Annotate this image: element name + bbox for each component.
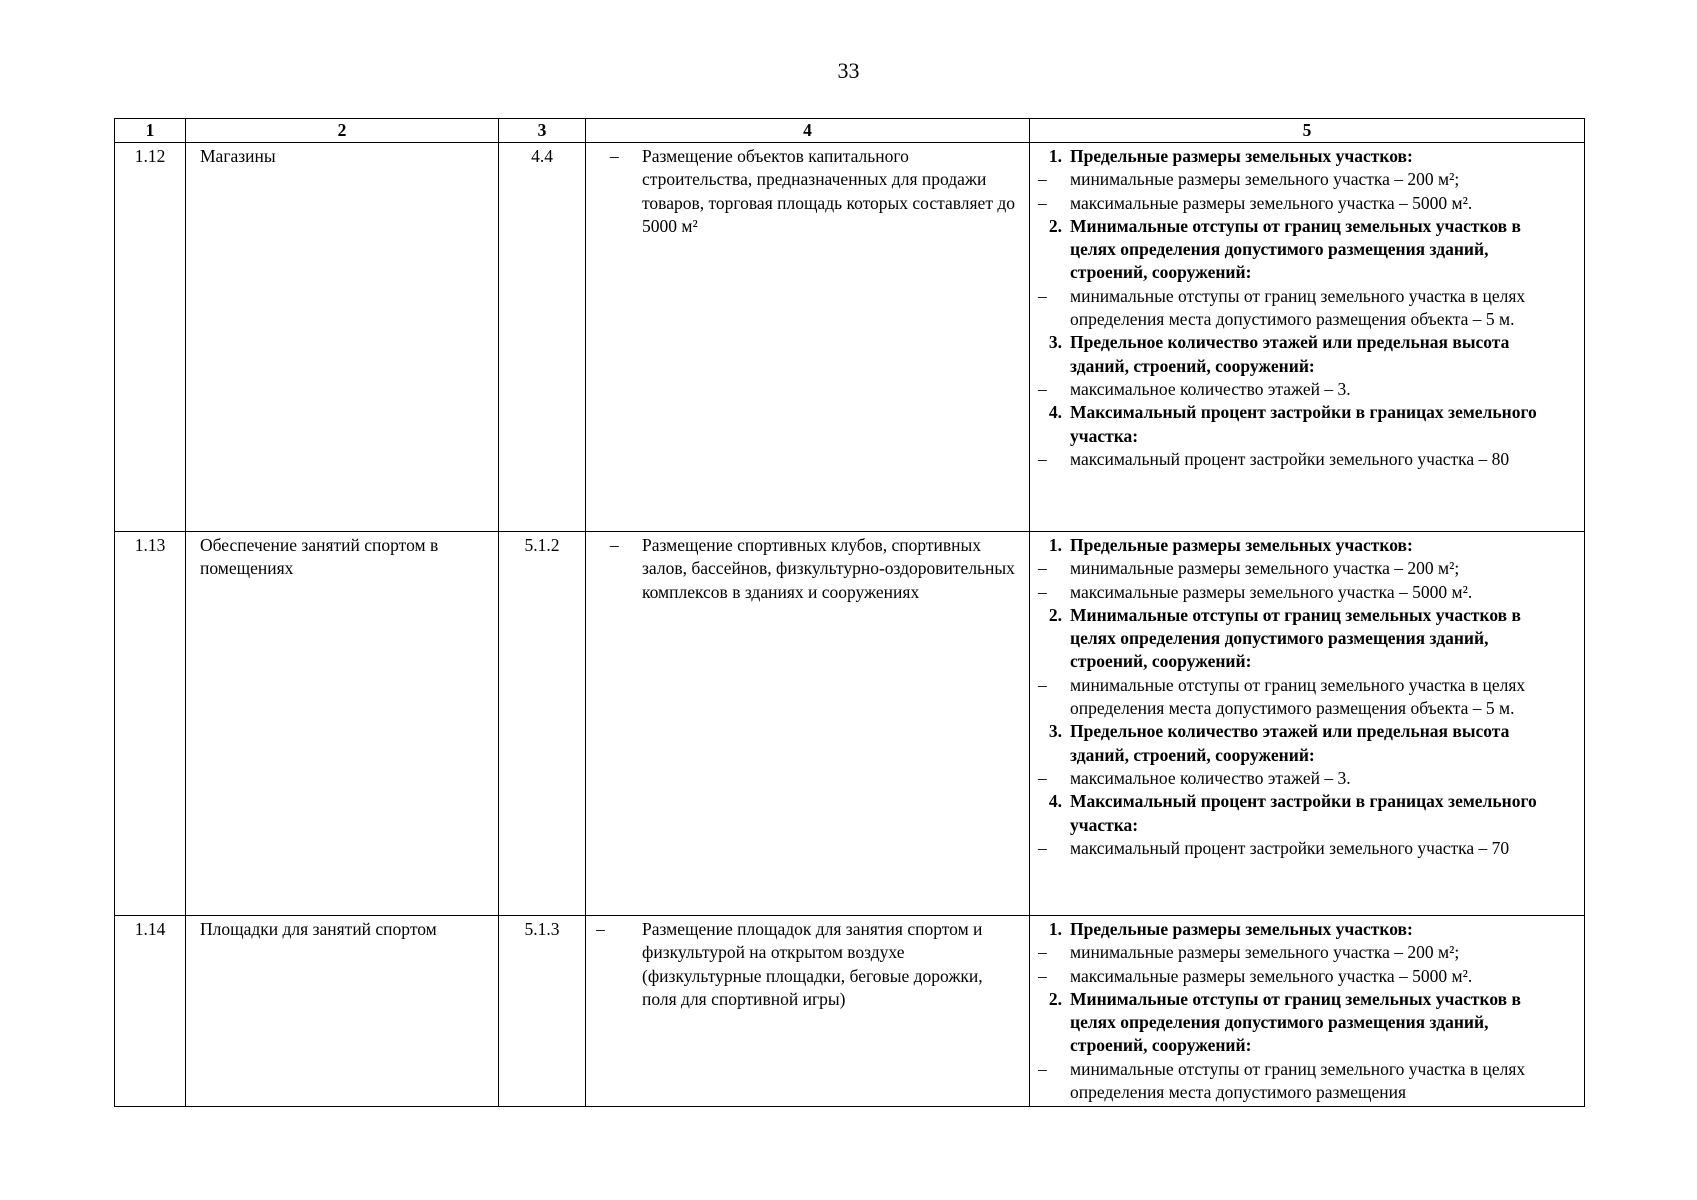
list-item: – максимальные размеры земельного участка – 5000 м². — [1038, 192, 1473, 213]
parameters-cell — [1030, 143, 1585, 532]
list-item: – максимальное количество этажей – 3. — [1038, 767, 1351, 788]
header-col-3: 3 — [499, 119, 586, 143]
section-title: Минимальные отступы от границ земельных участков в целях определения допустимого размещения зданий, строений, сооружений: — [1070, 215, 1521, 283]
section-heading: 1. Предельные размеры земельных участков: — [1038, 145, 1564, 168]
list-item: – минимальные размеры земельного участка – 200 м²; — [1038, 942, 1460, 963]
section-heading: 1. Предельные размеры земельных участков: — [1038, 534, 1564, 557]
use-name: Магазины — [186, 143, 499, 532]
table-row — [115, 532, 1585, 916]
use-description-cell — [586, 143, 1030, 532]
section-title: Минимальные отступы от границ земельных участков в целях определения допустимого размещения зданий, строений, сооружений: — [1070, 604, 1521, 672]
row-number: 1.12 — [115, 143, 186, 532]
list-item: – максимальное количество этажей – 3. — [1038, 378, 1351, 399]
section-title: Максимальный процент застройки в границах земельного участка: — [1070, 402, 1537, 446]
list-item: – максимальный процент застройки земельного участка – 80 — [1038, 448, 1510, 469]
regulations-table — [114, 118, 1585, 1107]
header-col-5: 5 — [1030, 119, 1585, 143]
use-description: Размещение спортивных клубов, спортивных залов, бассейнов, физкультурно-оздоровительных комплексов в зданиях и сооружениях — [642, 535, 1015, 602]
section-heading: 4. Максимальный процент застройки в границах земельного участка: — [1038, 401, 1564, 448]
use-description: Размещение объектов капитального строительства, предназначенных для продажи товаров, торговая площадь которых составляет до 5000 м² — [642, 146, 1016, 236]
parameters-clip — [1038, 918, 1564, 1106]
use-code: 5.1.3 — [499, 916, 586, 1107]
list-item: – максимальные размеры земельного участка – 5000 м². — [1038, 581, 1473, 602]
section-heading: 2. Минимальные отступы от границ земельных участков в целях определения допустимого размещения зданий, строений, сооружений: — [1038, 604, 1564, 674]
list-item: – минимальные отступы от границ земельного участка в целях определения места допустимого размещения — [1038, 1058, 1526, 1103]
use-name: Обеспечение занятий спортом в помещениях — [186, 532, 499, 916]
use-name: Площадки для занятий спортом — [186, 916, 499, 1107]
section-title: Предельные размеры земельных участков: — [1070, 919, 1413, 939]
dash-marker: – — [610, 146, 619, 166]
section-heading: 3. Предельное количество этажей или предельная высота зданий, строений, сооружений: — [1038, 331, 1564, 378]
use-description-cell — [586, 916, 1030, 1107]
section-title: Предельные размеры земельных участков: — [1070, 146, 1413, 166]
header-col-2: 2 — [186, 119, 499, 143]
header-col-4: 4 — [586, 119, 1030, 143]
parameters-cell — [1030, 532, 1585, 916]
list-item — [596, 918, 1021, 1011]
section-heading: 3. Предельное количество этажей или предельная высота зданий, строений, сооружений: — [1038, 720, 1564, 767]
section-title: Предельные размеры земельных участков: — [1070, 535, 1413, 555]
table-row — [115, 143, 1585, 532]
page-number: 33 — [837, 58, 860, 83]
use-description: Размещение площадок для занятия спортом и физкультурой на открытом воздухе (физкультурные площадки, беговые дорожки, поля для спортивной игры) — [642, 919, 983, 1009]
list-item — [610, 534, 1021, 604]
section-title: Максимальный процент застройки в границах земельного участка: — [1070, 791, 1537, 835]
section-title: Минимальные отступы от границ земельных участков в целях определения допустимого размещения зданий, строений, сооружений: — [1070, 988, 1521, 1056]
section-title: Предельное количество этажей или предельная высота зданий, строений, сооружений: — [1070, 721, 1510, 765]
list-item: – минимальные размеры земельного участка – 200 м²; — [1038, 558, 1460, 579]
use-code: 5.1.2 — [499, 532, 586, 916]
list-item — [610, 145, 1021, 238]
list-item: – минимальные размеры земельного участка – 200 м²; — [1038, 169, 1460, 190]
parameters-cell — [1030, 916, 1585, 1107]
row-number: 1.13 — [115, 532, 186, 916]
use-code: 4.4 — [499, 143, 586, 532]
list-item: – максимальный процент застройки земельного участка – 70 — [1038, 837, 1510, 858]
section-heading: 4. Максимальный процент застройки в границах земельного участка: — [1038, 790, 1564, 837]
section-heading: 2. Минимальные отступы от границ земельных участков в целях определения допустимого размещения зданий, строений, сооружений: — [1038, 215, 1564, 285]
section-heading: 1. Предельные размеры земельных участков: — [1038, 918, 1564, 941]
use-description-cell — [586, 532, 1030, 916]
header-col-1: 1 — [115, 119, 186, 143]
dash-marker: – — [596, 919, 605, 939]
section-title: Предельное количество этажей или предельная высота зданий, строений, сооружений: — [1070, 332, 1510, 376]
table-row — [115, 916, 1585, 1107]
section-heading: 2. Минимальные отступы от границ земельных участков в целях определения допустимого размещения зданий, строений, сооружений: — [1038, 988, 1564, 1058]
header-row — [115, 119, 1585, 143]
row-number: 1.14 — [115, 916, 186, 1107]
list-item: – максимальные размеры земельного участка – 5000 м². — [1038, 965, 1473, 986]
list-item: – минимальные отступы от границ земельного участка в целях определения места допустимого размещения объекта – 5 м. — [1038, 285, 1526, 330]
dash-marker: – — [610, 535, 619, 555]
list-item: – минимальные отступы от границ земельного участка в целях определения места допустимого размещения объекта – 5 м. — [1038, 674, 1526, 719]
